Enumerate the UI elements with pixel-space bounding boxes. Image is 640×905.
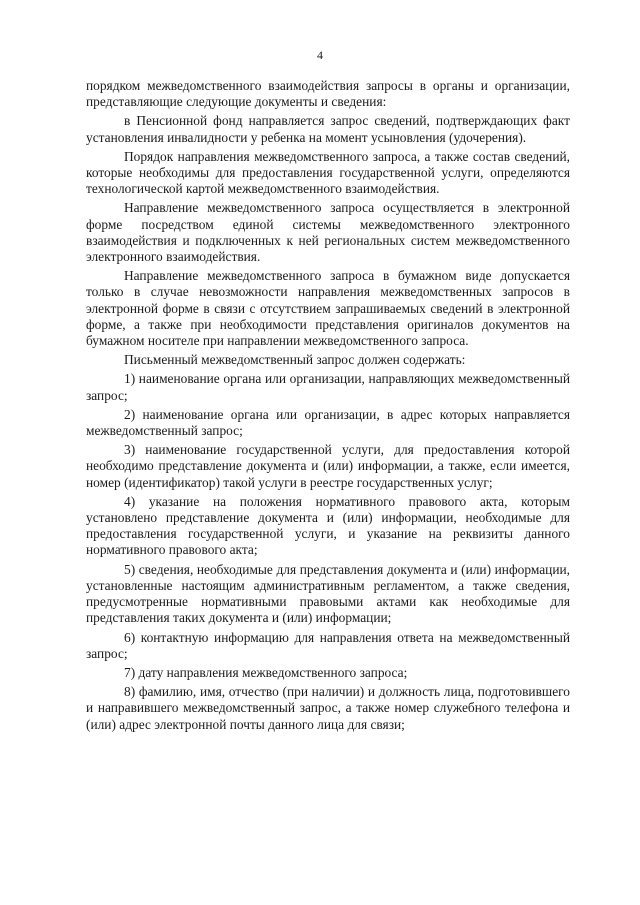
list-item-8: 8) фамилию, имя, отчество (при наличии) и должность лица, подготовившего и направившего межведомственный запрос, а также номер служебного телефона и (или) адрес электронной почты данного лица для связи;: [86, 684, 570, 732]
list-item-5: 5) сведения, необходимые для представления документа и (или) информации, установленные настоящим административным регламентом, а также сведения, предусмотренные нормативными правовыми актами как необходимые для представления таких документа и (или) информации;: [86, 561, 570, 626]
list-item-2: 2) наименование органа или организации, в адрес которых направляется межведомственный запрос;: [86, 406, 570, 439]
paragraph-procedure: Порядок направления межведомственного запроса, а также состав сведений, которые необходимы для предоставления государственной услуги, определяются технологической картой межведомственного взаимодействия.: [86, 148, 570, 197]
paragraph-request-contents: Письменный межведомственный запрос должен содержать:: [124, 352, 466, 368]
paragraph-paper-form: Направление межведомственного запроса в бумажном виде допускается только в случае невозможности направления межведомственных запросов в электронной форме в связи с отсутствием запрашиваемых сведений в электронной форме, а также при необходимости представления оригиналов документов на бумажном носителе при направлении межведомственного запроса.: [86, 268, 570, 349]
list-item-7: 7) дату направления межведомственного запроса;: [124, 664, 408, 680]
page-number: 4: [317, 48, 323, 62]
paragraph-electronic-form: Направление межведомственного запроса осуществляется в электронной форме посредством единой системы межведомственного электронного взаимодействия и подключенных к ней региональных систем межведомственного электронного взаимодействия.: [86, 200, 570, 265]
list-item-3: 3) наименование государственной услуги, для предоставления которой необходимо представление документа и (или) информации, а также, если имеется, номер (идентификатор) такой услуги в реестре государственных услуг;: [86, 442, 570, 490]
list-item-4: 4) указание на положения нормативного правового акта, которым установлено представление документа и (или) информации, необходимые для предоставления государственной услуги, и указание на реквизиты данного нормативного правового акта;: [86, 493, 570, 558]
paragraph-continuation: порядком межведомственного взаимодействия запросы в органы и организации, представляющие следующие документы и сведения:: [86, 78, 570, 110]
paragraph-pension-fund: в Пенсионной фонд направляется запрос сведений, подтверждающих факт установления инвалидности у ребенка на момент усыновления (удочерения).: [86, 113, 570, 145]
list-item-1: 1) наименование органа или организации, направляющих межведомственный запрос;: [86, 371, 570, 403]
body-text: [86, 78, 570, 736]
list-item-6: 6) контактную информацию для направления ответа на межведомственный запрос;: [86, 629, 570, 661]
